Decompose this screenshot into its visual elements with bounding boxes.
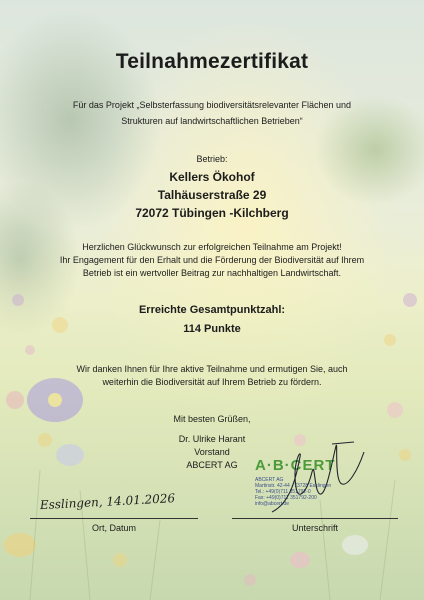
congrats-line-3: Betrieb ist ein wertvoller Beitrag zur nachhaltigen Landwirtschaft. <box>82 268 342 278</box>
score-label: Erreichte Gesamtpunktzahl: <box>138 304 286 316</box>
project-description <box>0 97 424 129</box>
project-line-2: Strukturen auf landwirtschaftlichen Betrieben“ <box>121 116 303 126</box>
congratulations-text <box>0 241 424 280</box>
business-label: Betrieb: <box>196 154 228 164</box>
stamp-logo: A·B·CERT <box>255 457 336 474</box>
place-date-label: Ort, Datum <box>91 523 136 533</box>
thanks-line-1: Wir danken Ihnen für Ihre aktive Teilnahme und ermutigen Sie, auch <box>76 364 348 374</box>
business-street: Talhäuserstraße 29 <box>157 188 267 202</box>
handwritten-place-date: Esslingen, 14.01.2026 <box>39 491 176 513</box>
handwritten-signature <box>262 432 372 520</box>
stamp-line-4: Fax: +49(0)711 351792-200 <box>255 495 317 501</box>
closing-greeting: Mit besten Grüßen, <box>173 414 251 424</box>
stamp-line-5: info@abcert.de <box>255 501 289 507</box>
business-name: Kellers Ökohof <box>169 170 255 184</box>
project-line-1: Für das Projekt „Selbsterfassung biodiversitätsrelevanter Flächen und <box>72 100 352 110</box>
stamp-line-3: Tel.: +49(0)711 351792-0 <box>255 489 311 495</box>
place-date-line <box>30 518 198 519</box>
signer-org: ABCERT AG <box>186 460 238 470</box>
signer-role: Vorstand <box>194 447 230 457</box>
score-value: 114 Punkte <box>183 323 241 335</box>
congrats-line-2: Ihr Engagement für den Erhalt und die Förderung der Biodiversität auf Ihrem <box>59 255 365 265</box>
business-address <box>0 168 424 222</box>
certificate-title: Teilnahmezertifikat <box>115 50 309 73</box>
thanks-line-2: weiterhin die Biodiversität auf Ihrem Betrieb zu fördern. <box>102 377 322 387</box>
signature-line <box>232 518 398 519</box>
thanks-text <box>0 363 424 389</box>
business-city: 72072 Tübingen -Kilchberg <box>135 206 289 220</box>
signature-label: Unterschrift <box>291 523 338 533</box>
signer-name: Dr. Ulrike Harant <box>178 434 246 444</box>
stamp-line-2: Martinstr. 42-44 · 73728 Esslingen <box>255 483 332 489</box>
congrats-line-1: Herzlichen Glückwunsch zur erfolgreichen Teilnahme am Projekt! <box>82 242 342 252</box>
stamp-line-1: ABCERT AG <box>255 477 284 483</box>
